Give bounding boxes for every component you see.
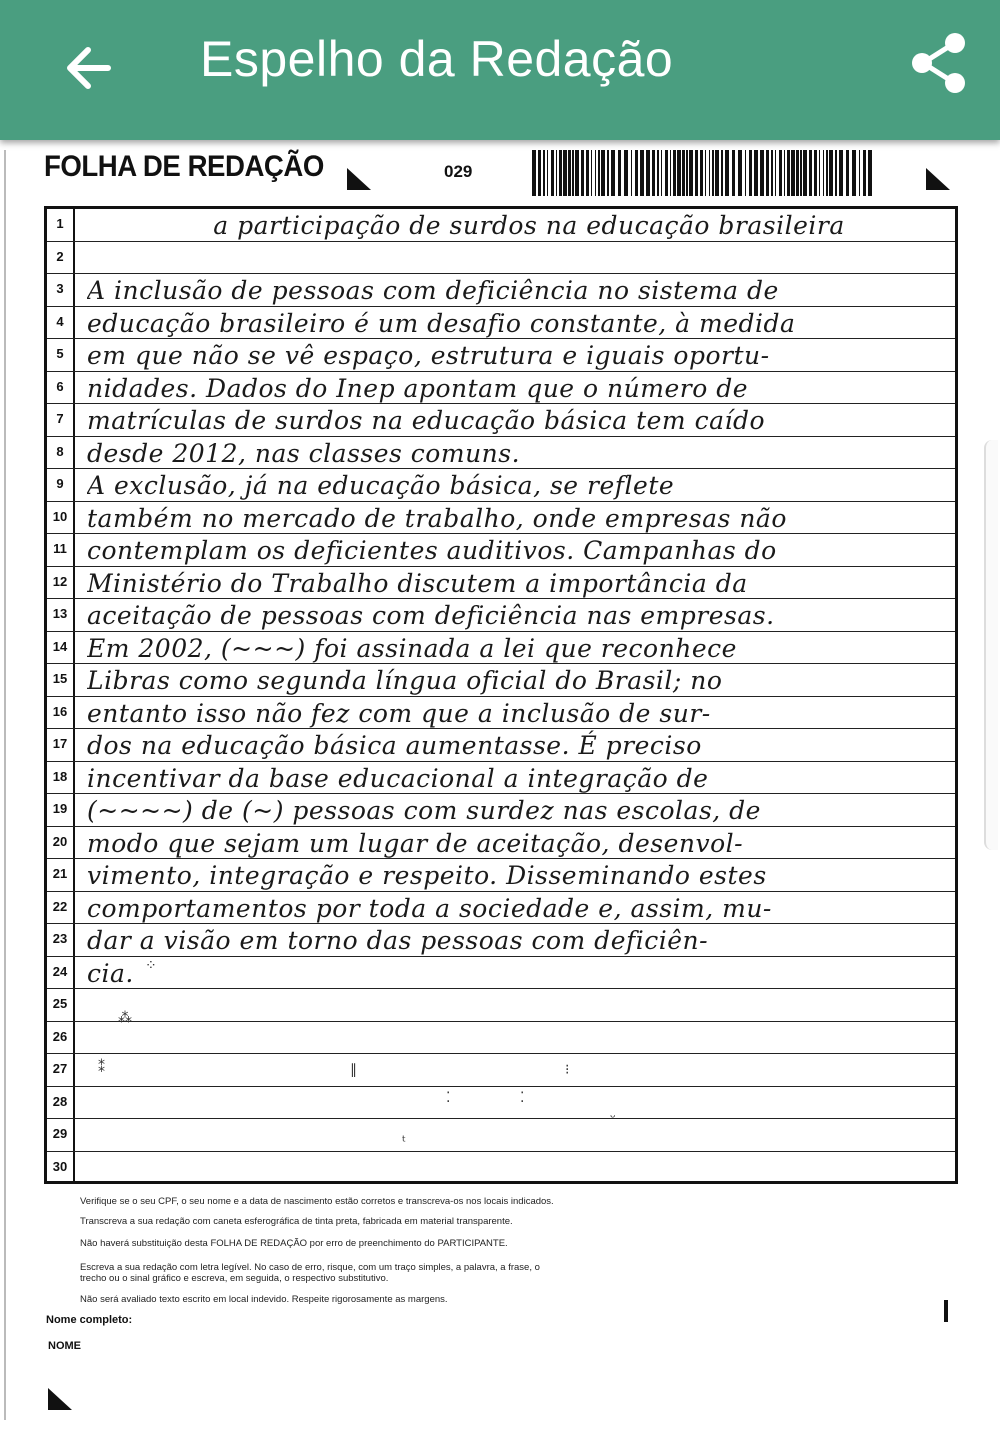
line-number: 30 (47, 1152, 75, 1185)
instruction-line: Não haverá substituição desta FOLHA DE REDAÇÃO por erro de preenchimento do PARTICIPANTE. (80, 1238, 508, 1249)
essay-line (47, 372, 955, 405)
barcode-bar (572, 150, 574, 196)
barcode-bar (677, 150, 681, 196)
barcode-bar (705, 150, 706, 196)
barcode-bar (665, 150, 668, 196)
barcode-bar (618, 150, 621, 196)
scan-speck: ⁘ (145, 958, 157, 974)
barcode-bar (796, 150, 799, 196)
instruction-line: Transcreva a sua redação com caneta esferográfica de tinta preta, fabricada em material transparente. (80, 1216, 513, 1227)
essay-text (87, 1054, 951, 1086)
essay-line (47, 469, 955, 502)
essay-text: modo que sejam um lugar de aceitação, desenvol- (87, 828, 744, 858)
essay-text: em que não se vê espaço, estrutura e iguais oportu- (87, 341, 770, 370)
line-number: 15 (47, 664, 75, 696)
corner-mark (347, 168, 371, 190)
essay-text: vimento, integração e respeito. Disseminando estes (87, 861, 767, 890)
line-number: 7 (47, 404, 75, 436)
essay-text: incentivar da base educacional a integração de (87, 763, 709, 793)
barcode-bar (823, 150, 824, 196)
essay-line (47, 859, 955, 892)
essay-text: dar a visão em torno das pessoas com deficiên- (87, 926, 709, 955)
line-number: 12 (47, 567, 75, 599)
line-number: 16 (47, 697, 75, 729)
line-number: 27 (47, 1054, 75, 1086)
corner-mark (926, 168, 950, 190)
corner-mark (48, 1388, 72, 1410)
sheet-code: 029 (444, 162, 473, 181)
share-icon (905, 28, 975, 98)
essay-text: A inclusão de pessoas com deficiência no sistema de (87, 276, 779, 305)
barcode-bar (809, 150, 812, 196)
essay-line (47, 404, 955, 437)
barcode-bar (863, 150, 866, 196)
scan-speck: ∥ (350, 1062, 357, 1078)
essay-line (47, 339, 955, 372)
essay-line (47, 274, 955, 307)
barcode-bar (591, 150, 592, 196)
barcode-bar (543, 150, 545, 196)
essay-line (47, 1119, 955, 1152)
line-number: 29 (47, 1119, 75, 1151)
essay-line (47, 242, 955, 275)
line-number: 2 (47, 242, 75, 274)
barcode-bar (598, 150, 600, 196)
share-button[interactable] (905, 28, 975, 98)
scan-speck: ⁝ (565, 1062, 570, 1078)
essay-line (47, 1022, 955, 1055)
essay-line (47, 989, 955, 1022)
barcode-bar (661, 150, 662, 196)
barcode-bar (775, 150, 776, 196)
line-number: 14 (47, 632, 75, 664)
essay-text: Ministério do Trabalho discutem a importância da (87, 568, 748, 598)
essay-line (47, 892, 955, 925)
essay-line (47, 794, 955, 827)
essay-line (47, 599, 955, 632)
essay-line (47, 1054, 955, 1087)
essay-text (87, 1152, 951, 1185)
barcode-bar (575, 150, 579, 196)
barcode-bar (814, 150, 817, 196)
barcode-bar (686, 150, 688, 196)
line-number: 17 (47, 729, 75, 761)
scan-speck: ⁂ (118, 1010, 132, 1026)
instruction-line: Escreva a sua redação com letra legível. No caso de erro, risque, com um traço simples, a palavra, a frase, o trecho ou o sinal gráfico e escreva, em seguida, o respectivo substitutivo. (80, 1262, 540, 1284)
line-number: 19 (47, 794, 75, 826)
essay-text: entanto isso não fez com que a inclusão de sur- (87, 698, 711, 728)
essay-text: matrículas de surdos na educação básica tem caído (87, 406, 766, 435)
barcode-bar (538, 150, 541, 196)
essay-text: cia. (87, 958, 134, 988)
essay-line (47, 924, 955, 957)
barcode-bar (819, 150, 820, 196)
essay-line (47, 1087, 955, 1120)
arrow-left-icon (58, 38, 118, 98)
barcode-bar (852, 150, 856, 196)
essay-text: nidades. Dados do Inep apontam que o número de (87, 373, 748, 403)
line-number: 10 (47, 502, 75, 534)
barcode-bar (586, 150, 589, 196)
essay-line (47, 762, 955, 795)
scan-speck: ⁚ (446, 1090, 451, 1106)
barcode (532, 150, 872, 196)
barcode-bar (673, 150, 676, 196)
barcode-bar (640, 150, 644, 196)
barcode-bar (732, 150, 735, 196)
scan-speck: ᵕ (610, 1110, 616, 1126)
barcode-bar (712, 150, 714, 196)
barcode-bar (803, 150, 807, 196)
line-number: 11 (47, 534, 75, 566)
essay-text (87, 242, 951, 274)
name-label: Nome completo: (46, 1314, 133, 1326)
essay-line (47, 827, 955, 860)
barcode-bar (595, 150, 596, 196)
essay-text: educação brasileiro é um desafio constante, à medida (87, 308, 796, 338)
barcode-bar (787, 150, 790, 196)
barcode-bar (754, 150, 758, 196)
instruction-line: Não será avaliado texto escrito em local indevido. Respeite rigorosamente as margens. (80, 1294, 448, 1305)
screen-title: Espelho da Redação (200, 31, 674, 87)
barcode-bar (835, 150, 837, 196)
barcode-bar (532, 150, 536, 196)
sheet-header: FOLHA DE REDAÇÃO (44, 150, 324, 183)
barcode-bar (682, 150, 685, 196)
essay-text: comportamentos por toda a sociedade e, assim, mu- (87, 893, 772, 923)
line-number: 21 (47, 859, 75, 891)
barcode-bar (709, 150, 710, 196)
barcode-bar (715, 150, 719, 196)
barcode-bar (868, 150, 872, 196)
line-number: 18 (47, 762, 75, 794)
line-number: 26 (47, 1022, 75, 1054)
barcode-bar (631, 150, 632, 196)
line-number: 25 (47, 989, 75, 1021)
barcode-bar (657, 150, 659, 196)
barcode-bar (695, 150, 698, 196)
essay-text: A exclusão, já na educação básica, se reflete (87, 471, 675, 500)
essay-text (87, 1119, 951, 1151)
page-scroll-edge (984, 440, 998, 850)
scan-speck: ⁚ (520, 1090, 525, 1106)
line-number: 9 (47, 469, 75, 501)
essay-lines-grid (44, 206, 958, 1184)
essay-text (87, 989, 951, 1021)
essay-text (87, 1087, 951, 1119)
back-button[interactable] (58, 38, 118, 98)
essay-text: Em 2002, (~~~) foi assinada a lei que reconhece (87, 633, 737, 663)
line-number: 20 (47, 827, 75, 859)
barcode-bar (829, 150, 833, 196)
alignment-mark (944, 1300, 948, 1322)
essay-text: Libras como segunda língua oficial do Brasil; no (87, 666, 723, 695)
barcode-bar (859, 150, 860, 196)
barcode-bar (563, 150, 567, 196)
essay-text: contemplam os deficientes auditivos. Campanhas do (87, 536, 777, 565)
barcode-bar (766, 150, 769, 196)
barcode-bar (556, 150, 557, 196)
instruction-line: Verifique se o seu CPF, o seu nome e a data de nascimento estão corretos e transcreva-os nos locais indicados. (80, 1196, 554, 1207)
barcode-bar (611, 150, 615, 196)
line-number: 28 (47, 1087, 75, 1119)
name-value: NOME (48, 1340, 81, 1352)
essay-text: (~~~~) de (~) pessoas com surdez nas escolas, de (87, 796, 761, 825)
barcode-bar (771, 150, 773, 196)
essay-line (47, 534, 955, 567)
line-number: 5 (47, 339, 75, 371)
barcode-bar (700, 150, 703, 196)
barcode-bar (760, 150, 764, 196)
essay-title: a participação de surdos na educação brasileira (213, 211, 845, 240)
page-edge (4, 150, 6, 1420)
barcode-bar (725, 150, 729, 196)
barcode-bar (689, 150, 693, 196)
barcode-bar (839, 150, 843, 196)
essay-text: dos na educação básica aumentasse. É preciso (87, 731, 702, 760)
barcode-bar (721, 150, 723, 196)
essay-text: também no mercado de trabalho, onde empresas não (87, 503, 787, 533)
barcode-bar (551, 150, 554, 196)
line-number: 13 (47, 599, 75, 631)
barcode-bar (646, 150, 650, 196)
line-number: 23 (47, 924, 75, 956)
barcode-bar (559, 150, 562, 196)
essay-line (47, 1152, 955, 1185)
barcode-bar (784, 150, 785, 196)
line-number: 22 (47, 892, 75, 924)
essay-line (47, 664, 955, 697)
barcode-bar (846, 150, 849, 196)
scan-speck: ᵗ (402, 1134, 407, 1150)
barcode-bar (547, 150, 548, 196)
line-number: 6 (47, 372, 75, 404)
essay-line (47, 502, 955, 535)
essay-line (47, 437, 955, 470)
barcode-bar (601, 150, 605, 196)
essay-line (47, 729, 955, 762)
barcode-bar (624, 150, 628, 196)
barcode-bar (670, 150, 671, 196)
essay-line (47, 209, 955, 242)
scan-speck: ⁑ (98, 1060, 105, 1076)
barcode-bar (607, 150, 609, 196)
essay-text: aceitação de pessoas com deficiência nas empresas. (87, 601, 775, 630)
essay-line (47, 632, 955, 665)
app-bar (0, 0, 1000, 140)
barcode-bar (745, 150, 746, 196)
essay-line (47, 307, 955, 340)
line-number: 4 (47, 307, 75, 339)
essay-line (47, 957, 955, 990)
barcode-bar (779, 150, 782, 196)
barcode-bar (568, 150, 571, 196)
barcode-bar (635, 150, 638, 196)
barcode-bar (749, 150, 752, 196)
essay-text (87, 1022, 951, 1054)
essay-text: desde 2012, nas classes comuns. (87, 438, 521, 468)
barcode-bar (826, 150, 828, 196)
line-number: 1 (47, 209, 75, 241)
barcode-bar (738, 150, 742, 196)
barcode-bar (581, 150, 584, 196)
essay-line (47, 567, 955, 600)
line-number: 3 (47, 274, 75, 306)
essay-line (47, 697, 955, 730)
barcode-bar (800, 150, 802, 196)
barcode-bar (791, 150, 795, 196)
barcode-bar (652, 150, 655, 196)
line-number: 24 (47, 957, 75, 989)
line-number: 8 (47, 437, 75, 469)
